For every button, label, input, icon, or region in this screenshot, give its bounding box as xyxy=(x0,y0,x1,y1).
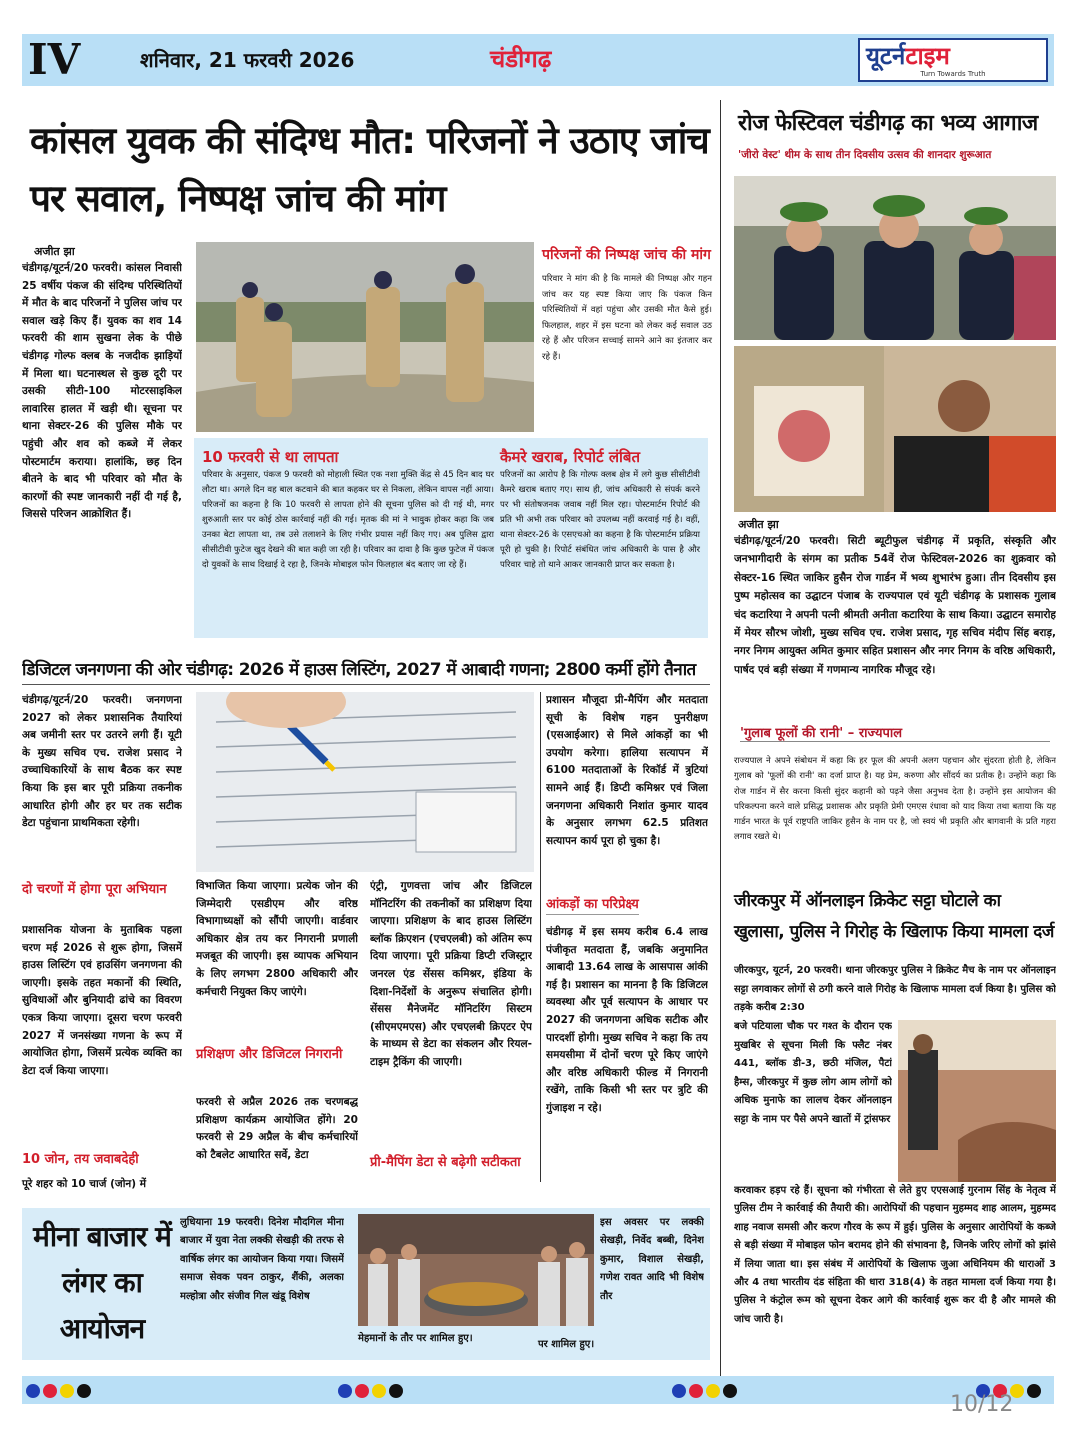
dot-black xyxy=(1027,1384,1041,1398)
newspaper-logo xyxy=(858,38,1048,82)
dot-yellow xyxy=(706,1384,720,1398)
langar-photo xyxy=(358,1214,594,1326)
footer-band xyxy=(22,1376,1054,1404)
box2-subhead: कैमरे खराब, रिपोर्ट लंबित xyxy=(500,448,641,466)
census-col3: एंट्री, गुणवत्ता जांच और डिजिटल मॉनिटरिंग की तकनीकों का प्रशिक्षण दिया जाएगा। प्रशिक्षण के बाद हाउस लिस्टिंग ब्लॉक क्रिएशन (एचएलबी) को अंतिम रूप दिया जाएगा। पूरी प्रक्रिया डिप्टी रजिस्ट्रार जनरल एंड सेंसस कमिश्नर, इंडिया के दिशा-निर्देशों के अनुरूप संचालित होगी। सेंसस मैनेजमेंट मॉनिटरिंग सिस्टम (सीएमएमएस) और एचएलबी क्रिएटर ऐप के माध्यम से डेटा का संकलन और रियल-टाइम ट्रैकिंग की जाएगी। xyxy=(370,880,532,1068)
cricket-body-1: जीरकपुर, यूटर्न, 20 फरवरी। थाना जीरकपुर पुलिस ने क्रिकेट मैच के नाम पर ऑनलाइन सट्टा लगवाकर लोगों से ठगी करने वाले गिरोह के खिलाफ मामला दर्ज किया है। पुलिस को तड़के करीब 2:30 xyxy=(734,965,1056,1013)
box2-body: परिजनों का आरोप है कि गोल्फ क्लब क्षेत्र में लगे कुछ सीसीटीवी कैमरे खराब बताए गए। साथ ही, जांच अधिकारी से संपर्क करने पर भी संतोषजनक जवाब नहीं मिल रहा। पोस्टमार्टम रिपोर्ट की प्रति भी अभी तक परिवार को उपलब्ध नहीं करवाई गई है। वहीं, थाना सेक्टर-26 के एसएचओ का कहना है कि पोस्टमार्टम प्रक्रिया पूरी हो चुकी है। रिपोर्ट संबंधित जांच अधिकारी के पास है और परिवार चाहे तो थाने आकर जानकारी प्राप्त कर सकता है। xyxy=(500,470,700,570)
rose-headline: रोज फेस्टिवल चंडीगढ़ का भव्य आगाज xyxy=(738,111,1038,136)
census-col4b: चंडीगढ़ में इस समय करीब 6.4 लाख पंजीकृत मतदाता हैं, जबकि अनुमानित आबादी 13.64 लाख के आसपास आंकी गई है। प्रशासन का मानना है कि डिजिटल व्यवस्था और पूर्व सत्यापन के आधार पर 2027 की जनगणना अधिक सटीक और पारदर्शी होगी। मुख्य सचिव ने कहा कि तय समयसीमा में दोनों चरण पूरे किए जाएंगे और वरिष्ठ अधिकारी फील्ड में निगरानी रखेंगे, ताकि किसी भी स्तर पर त्रुटि की गुंजाइश न रहे। xyxy=(546,926,708,1114)
census-col4: प्रशासन मौजूदा प्री-मैपिंग और मतदाता सूची के विशेष गहन पुनरीक्षण (एसआईआर) से मिले आंकड़ों का भी उपयोग करेगा। हालिया सत्यापन में 6100 मतदाताओं के रिकॉर्ड में त्रुटियां सामने आई हैं। डिप्टी कमिश्नर एवं जिला जनगणना अधिकारी निशांत कुमार यादव के अनुसार लगभग 62.5 प्रतिशत सत्यापन कार्य पूरा हो चुका है। xyxy=(546,694,708,847)
census-col1c: पूरे शहर को 10 चार्ज (जोन) में xyxy=(22,1178,146,1190)
footer-dots-right xyxy=(672,1383,740,1402)
box1-body: परिवार के अनुसार, पंकज 9 फरवरी को मोहाली स्थित एक नशा मुक्ति केंद्र से 45 दिन बाद घर लौटा था। अगले दिन वह बाल कटवाने की बात कहकर घर से निकला, लेकिन वापस नहीं आया। परिजनों का कहना है कि 10 फरवरी से लापता होने की सूचना पुलिस को दी गई थी, मगर शुरुआती स्तर पर कोई ठोस कार्रवाई नहीं की गई। मृतक की मां ने भावुक होकर कहा कि जब उनका बेटा लापता था, तब उसे तलाशने के लिए गंभीर प्रयास नहीं किए गए। अब पुलिस द्वारा सीसीटीवी फुटेज खुद देखने की बात कही जा रही है। परिवार का दावा है कि कुछ फुटेज में पंकज दो युवकों के साथ दिखाई दे रहा है, जिनके मोबाइल फोन फिलहाल बंद बताए जा रहे हैं। xyxy=(202,470,494,570)
dot-red xyxy=(43,1384,57,1398)
cricket-photo xyxy=(898,1020,1056,1182)
police-photo xyxy=(196,242,534,432)
lead-byline: अजीत झा xyxy=(34,245,75,258)
dot-red xyxy=(355,1384,369,1398)
side-body: परिवार ने मांग की है कि मामले की निष्पक्ष और गहन जांच कर यह स्पष्ट किया जाए कि पंकज किन परिस्थितियों में वहां पहुंचा और उसकी मौत कैसे हुई। फिलहाल, शहर में इस घटना को लेकर कई सवाल उठ रहे हैं और परिजन सच्चाई सामने आने का इंतजार कर रहे हैं। xyxy=(542,274,712,362)
lead-body: चंडीगढ़/यूटर्न/20 फरवरी। कांसल निवासी 25 वर्षीय पंकज की संदिग्ध परिस्थितियों में मौत के बाद परिजनों ने पुलिस जांच पर सवाल खड़े किए हैं। युवक का शव 14 फरवरी की शाम सुखना लेक के पीछे चंडीगढ़ गोल्फ क्लब के नजदीक झाड़ियों में मिला था। घटनास्थल से कुछ दूरी पर उसकी सीटी-100 मोटरसाइकिल लावारिस हालत में खड़ी थी। सूचना पर थाना सेक्टर-26 की पुलिस मौके पर पहुंची और शव को कब्जे में लेकर पोस्टमार्टम कराया। हालांकि, छह दिन बीतने के बाद भी परिवार को मौत के कारणों की स्पष्ट जानकारी नहीं दी गई है, जिससे परिजन आक्रोशित हैं। xyxy=(22,262,182,521)
rose-byline: अजीत झा xyxy=(738,518,779,531)
cricket-headline: जीरकपुर में ऑनलाइन क्रिकेट सट्टा घोटाले का खुलासा, पुलिस ने गिरोह के खिलाफ किया मामला दर्ज xyxy=(734,891,1054,942)
census-form-photo xyxy=(196,692,534,872)
logo-text-a: यूटर्न xyxy=(866,42,906,70)
census-sub3: प्रशिक्षण और डिजिटल निगरानी xyxy=(196,1047,343,1062)
dot-blue xyxy=(672,1384,686,1398)
dot-red xyxy=(689,1384,703,1398)
census-sub1: दो चरणों में होगा पूरा अभियान xyxy=(22,882,167,897)
langar-caption: मेहमानों के तौर पर शामिल हुए। xyxy=(358,1333,473,1344)
lead-headline: कांसल युवक की संदिग्ध मौत: परिजनों ने उठाए जांच पर सवाल, निष्पक्ष जांच की मांग xyxy=(30,119,709,220)
langar-headline: मीना बाजार में लंगर का आयोजन xyxy=(33,1220,171,1345)
rose-deck: 'जीरो वेस्ट' थीम के साथ तीन दिवसीय उत्सव की शानदार शुरूआत xyxy=(738,149,992,161)
dot-black xyxy=(723,1384,737,1398)
census-col1: चंडीगढ़/यूटर्न/20 फरवरी। जनगणना 2027 को लेकर प्रशासनिक तैयारियां अब जमीनी स्तर पर उतरने लगी हैं। यूटी के मुख्य सचिव एच. राजेश प्रसाद ने उच्चाधिकारियों के साथ बैठक कर स्पष्ट किया कि इस बार पूरी प्रक्रिया तकनीक आधारित होगी और हर घर तक सटीक डेटा पहुंचाना प्राथमिकता रहेगी। xyxy=(22,694,182,830)
langar-caption-2: पर शामिल हुए। xyxy=(538,1339,595,1350)
dot-black xyxy=(77,1384,91,1398)
langar-body-2: इस अवसर पर लक्की सेखड़ी, निर्वेद बब्बी, दिनेश कुमार, विशाल सेखड़ी, गणेश रावत आदि भी विशेष तौर xyxy=(600,1217,704,1302)
side-subhead: परिजनों की निष्पक्ष जांच की मांग xyxy=(542,247,711,263)
cricket-body-2: बजे पटियाला चौक पर गश्त के दौरान एक मुखबिर से सूचना मिली कि फ्लैट नंबर 441, ब्लॉक डी-3, छठी मंजिल, पैटां हैम्स, जीरकपुर में कुछ लोग आम लोगों को अधिक मुनाफे का लालच देकर ऑनलाइन सट्टा के नाम पर पैसे अपने खातों में ट्रांसफर xyxy=(734,1021,892,1125)
page-number: IV xyxy=(28,35,81,84)
issue-date: शनिवार, 21 फरवरी 2026 xyxy=(140,48,355,72)
logo-tagline: Turn Towards Truth xyxy=(920,70,986,78)
rose-photo-1 xyxy=(734,176,1056,340)
rose-quote-body: राज्यपाल ने अपने संबोधन में कहा कि हर फूल की अपनी अलग पहचान और सुंदरता होती है, लेकिन गुलाब को 'फूलों की रानी' का दर्जा प्राप्त है। यह प्रेम, करुणा और सौंदर्य का प्रतीक है। उन्होंने कहा कि रोज गार्डन में सैर करना किसी सुंदर कहानी को पढ़ने जैसा अनुभव देता है। उन्होंने इस आयोजन की परिकल्पना करने वाले प्रसिद्ध प्रशासक और प्रकृति प्रेमी एमएस रंधावा को याद किया तथा बताया कि यह गार्डन भारत के पूर्व राष्ट्रपति जाकिर हुसैन के नाम पर है, जो स्वयं भी प्रकृति और बागवानी के प्रति गहरा लगाव रखते थे। xyxy=(734,756,1056,843)
cricket-body-3: करवाकर हड़प रहे हैं। सूचना को गंभीरता से लेते हुए एएसआई गुरनाम सिंह के नेतृत्व में पुलिस टीम ने कार्रवाई की तैयारी की। आरोपियों की पहचान मुहम्मद शाह आलम, मुहम्मद शाह नवाज समसी और करण गौरव के रूप में हुई। पुलिस के अनुसार आरोपियों के कब्जे से बड़ी संख्या में मोबाइल फोन बरामद होने की संभावना है, जिनके जरिए लोगों को झांसे में लिया जाता था। इस संबंध में आरोपियों के खिलाफ जुआ अधिनियम की धाराओं 3 और 4 तथा भारतीय दंड संहिता की धारा 318(4) के तहत मामला दर्ज किया गया है। पुलिस ने कंट्रोल रूम को सूचना देकर आगे की कार्रवाई शुरू कर दी है और मामले की जांच जारी है। xyxy=(734,1185,1056,1325)
section-city: चंडीगढ़ xyxy=(490,45,552,73)
langar-body-1: लुधियाना 19 फरवरी। दिनेश मौदगिल मीना बाजार में युवा नेता लक्की सेखड़ी की तरफ से वार्षिक लंगर का आयोजन किया गया। जिसमें समाज सेवक पवन ठाकुर, शैंकी, अलका मल्होत्रा और संजीव गिल खंडू विशेष xyxy=(180,1217,344,1302)
dot-yellow xyxy=(372,1384,386,1398)
census-sub2: 10 जोन, तय जवाबदेही xyxy=(22,1152,139,1167)
dot-black xyxy=(389,1384,403,1398)
census-headline: डिजिटल जनगणना की ओर चंडीगढ़: 2026 में हाउस लिस्टिंग, 2027 में आबादी गणना; 2800 कर्मी होंगे तैनात xyxy=(22,656,710,685)
census-col2b: फरवरी से अप्रैल 2026 तक चरणबद्ध प्रशिक्षण कार्यक्रम आयोजित होंगे। 20 फरवरी से 29 अप्रैल के बीच कर्मचारियों को टैबलेट आधारित सर्वे, डेटा xyxy=(196,1096,358,1161)
census-column-divider xyxy=(540,692,541,1182)
column-divider xyxy=(720,100,721,1380)
page-indicator: 10/12 xyxy=(950,1392,1014,1417)
dot-yellow xyxy=(60,1384,74,1398)
box1-subhead: 10 फरवरी से था लापता xyxy=(202,448,339,466)
logo-text-b: टाइम xyxy=(905,42,950,70)
rose-body: चंडीगढ़/यूटर्न/20 फरवरी। सिटी ब्यूटीफुल चंडीगढ़ में प्रकृति, संस्कृति और जनभागीदारी के संगम का प्रतीक 54वें रोज फेस्टिवल-2026 का शुक्रवार को सेक्टर-16 स्थित जाकिर हुसैन रोज गार्डन में भव्य शुभारंभ हुआ। तीन दिवसीय इस पुष्प महोत्सव का उद्घाटन पंजाब के राज्यपाल एवं यूटी चंडीगढ़ के प्रशासक गुलाब चंद कटारिया ने अपनी पत्नी श्रीमती अनीता कटारिया के साथ किया। उद्घाटन समारोह में मेयर सौरभ जोशी, मुख्य सचिव एच. राजेश प्रसाद, गृह सचिव मंदीप सिंह बराड़, नगर निगम आयुक्त अमित कुमार सहित प्रशासन और नगर निगम के वरिष्ठ अधिकारी, पार्षद एवं बड़ी संख्या में गणमान्य नागरिक मौजूद रहे। xyxy=(734,535,1056,676)
footer-dots-left xyxy=(26,1383,94,1402)
dot-blue xyxy=(338,1384,352,1398)
rose-quote-head: 'गुलाब फूलों की रानी' – राज्यपाल xyxy=(740,723,1050,742)
dot-blue xyxy=(26,1384,40,1398)
lead-side-column xyxy=(542,242,712,365)
census-sub5: आंकड़ों का परिप्रेक्ष्य xyxy=(546,896,639,915)
census-col2: विभाजित किया जाएगा। प्रत्येक जोन की जिम्मेदारी एसडीएम और वरिष्ठ विभागाध्यक्षों को सौंपी जाएगी। वार्डवार अधिकार क्षेत्र तय कर निगरानी प्रणाली मजबूत की जाएगी। इस व्यापक अभियान के लिए लगभग 2800 अधिकारी और कर्मचारी नियुक्त किए जाएंगे। xyxy=(196,880,358,998)
rose-photo-2 xyxy=(734,346,1056,512)
census-sub4: प्री-मैपिंग डेटा से बढ़ेगी सटीकता xyxy=(370,1155,521,1170)
footer-dots-mid xyxy=(338,1383,406,1402)
lead-info-box xyxy=(194,438,708,638)
census-col1b: प्रशासनिक योजना के मुताबिक पहला चरण मई 2026 से शुरू होगा, जिसमें हाउस लिस्टिंग एवं हाउसिंग जनगणना की जाएगी। इसके तहत मकानों की स्थिति, सुविधाओं और बुनियादी ढांचे का विवरण एकत्र किया जाएगा। दूसरा चरण फरवरी 2027 में जनसंख्या गणना के रूप में आयोजित होगा, जिसमें प्रत्येक व्यक्ति का डेटा दर्ज किया जाएगा। xyxy=(22,924,182,1077)
